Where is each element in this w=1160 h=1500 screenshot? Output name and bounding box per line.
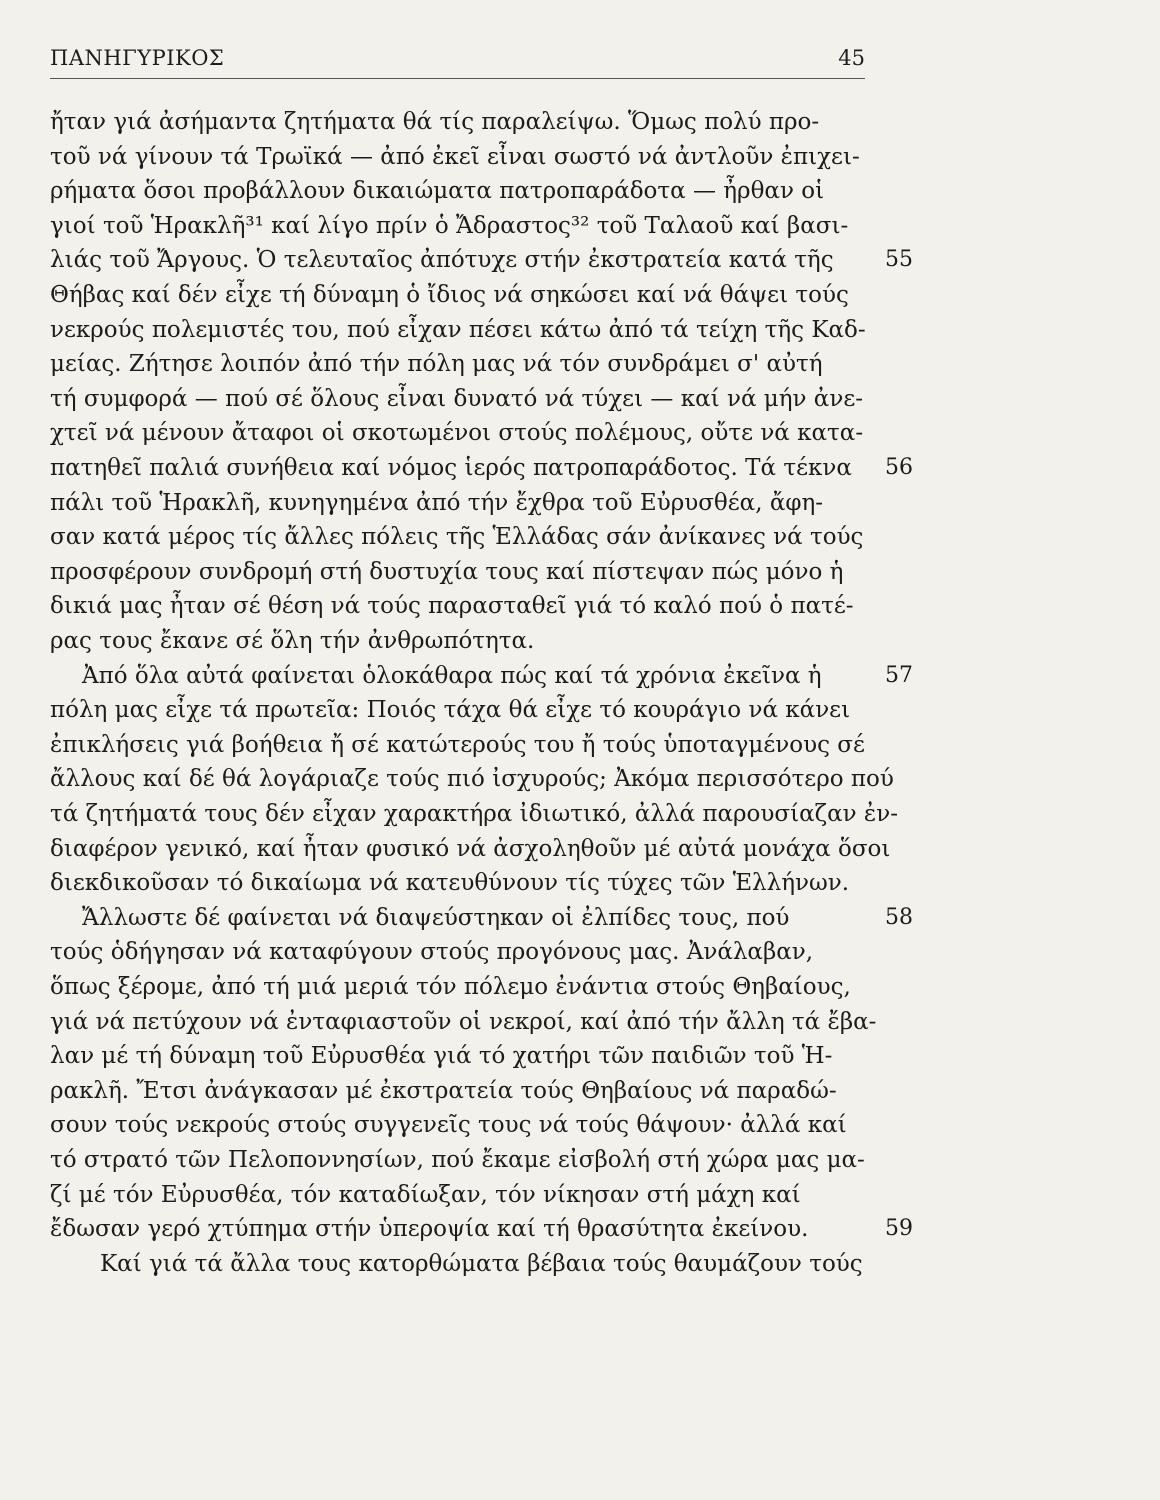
text-line: τή συμφορά — πού σέ ὅλους εἶναι δυνατό νά τύχει — καί νά μήν ἀνε- [50, 386, 864, 412]
text-line: διεκδικοῦσαν τό δικαίωμα νά κατευθύνουν τίς τύχες τῶν Ἑλλήνων. [50, 870, 850, 896]
text-line: σουν τούς νεκρούς στούς συγγενεῖς τους νά τούς θάψουν· ἀλλά καί [50, 1112, 847, 1138]
text-line: Ἀπό ὅλα αὐτά φαίνεται ὁλοκάθαρα πώς καί τά χρόνια ἐκεῖνα ἡ [82, 663, 822, 689]
text-line: ἤταν γιά ἀσήμαντα ζητήματα θά τίς παραλείψω. Ὅμως πολύ προ- [50, 109, 820, 135]
margin-section-number: 59 [885, 1216, 913, 1241]
text-line: πόλη μας εἶχε τά πρωτεῖα: Ποιός τάχα θά εἶχε τό κουράγιο νά κάνει [50, 697, 851, 723]
text-line: δικιά μας ἦταν σέ θέση νά τούς παρασταθεῖ γιά τό καλό πού ὁ πατέ- [50, 593, 854, 619]
text-line: νεκρούς πολεμιστές του, πού εἶχαν πέσει κάτω ἀπό τά τείχη τῆς Καδ- [50, 317, 866, 343]
text-line: ρακλῆ. Ἔτσι ἀνάγκασαν μέ ἐκστρατεία τούς Θηβαίους νά παραδώ- [50, 1078, 837, 1104]
text-line: ἐπικλήσεις γιά βοήθεια ἤ σέ κατώτερούς του ἤ τούς ὑποταγμένους σέ [50, 732, 865, 758]
margin-section-number: 57 [885, 663, 913, 688]
text-line: πατηθεῖ παλιά συνήθεια καί νόμος ἱερός πατροπαράδοτος. Τά τέκνα [50, 455, 852, 481]
header-rule [50, 78, 865, 79]
text-line: ὅπως ξέρομε, ἀπό τή μιά μεριά τόν πόλεμο ἐνάντια στούς Θηβαίους, [50, 974, 851, 1000]
text-line: ἄλλους καί δέ θά λογάριαζε τούς πιό ἰσχυρούς; Ἀκόμα περισσότερο πού [50, 766, 894, 792]
page-number: 45 [838, 46, 865, 70]
text-line: πάλι τοῦ Ἡρακλῆ, κυνηγημένα ἀπό τήν ἔχθρα τοῦ Εὐρυσθέα, ἄφη- [50, 490, 824, 516]
text-line: Καί γιά τά ἄλλα τους κατορθώματα βέβαια τούς θαυμάζουν τούς [100, 1251, 863, 1277]
text-line: τά ζητήματά τους δέν εἶχαν χαρακτήρα ἰδιωτικό, ἀλλά παρουσίαζαν ἐν- [50, 801, 899, 827]
text-line: τό στρατό τῶν Πελοποννησίων, πού ἔκαμε εἰσβολή στή χώρα μας μα- [50, 1147, 865, 1173]
text-line: ζί μέ τόν Εὐρυσθέα, τόν καταδίωξαν, τόν νίκησαν στή μάχη καί [50, 1182, 801, 1208]
text-line: ἔδωσαν γερό χτύπημα στήν ὑπεροψία καί τή θρασύτητα ἐκείνου. [50, 1216, 809, 1242]
text-line: τοῦ νά γίνουν τά Τρωϊκά — ἀπό ἐκεῖ εἶναι σωστό νά ἀντλοῦν ἐπιχει- [50, 144, 860, 170]
text-line: τούς ὁδήγησαν νά καταφύγουν στούς προγόνους μας. Ἀνάλαβαν, [50, 939, 814, 965]
text-line: μείας. Ζήτησε λοιπόν ἀπό τήν πόλη μας νά τόν συνδράμει σ' αὐτή [50, 351, 823, 377]
text-line: ρας τους ἔκανε σέ ὅλη τήν ἀνθρωπότητα. [50, 628, 535, 654]
text-line: λιάς τοῦ Ἄργους. Ὁ τελευταῖος ἀπότυχε στήν ἐκστρατεία κατά τῆς [50, 247, 834, 273]
text-line: Θήβας καί δέν εἶχε τή δύναμη ὁ ἴδιος νά σηκώσει καί νά θάψει τούς [50, 282, 849, 308]
text-line: Ἄλλωστε δέ φαίνεται νά διαψεύστηκαν οἱ ἐλπίδες τους, πού [82, 905, 790, 931]
running-title: ΠΑΝΗΓΥΡΙΚΟΣ [50, 46, 225, 70]
text-line: σαν κατά μέρος τίς ἄλλες πόλεις τῆς Ἑλλάδας σάν ἀνίκανες νά τούς [50, 524, 864, 550]
text-line: προσφέρουν συνδρομή στή δυστυχία τους καί πίστεψαν πώς μόνο ἡ [50, 559, 844, 585]
text-line: ρήματα ὅσοι προβάλλουν δικαιώματα πατροπαράδοτα — ἦρθαν οἱ [50, 178, 825, 204]
margin-section-number: 58 [885, 905, 913, 930]
text-line: γιά νά πετύχουν νά ἐνταφιαστοῦν οἱ νεκροί, καί ἀπό τήν ἄλλη τά ἔβα- [50, 1009, 877, 1035]
text-line: διαφέρον γενικό, καί ἦταν φυσικό νά ἀσχοληθοῦν μέ αὐτά μονάχα ὅσοι [50, 836, 891, 862]
text-line: χτεῖ νά μένουν ἄταφοι οἱ σκοτωμένοι στούς πολέμους, οὔτε νά κατα- [50, 420, 864, 446]
text-line: γιοί τοῦ Ἡρακλῆ³¹ καί λίγο πρίν ὁ Ἄδραστος³² τοῦ Ταλαοῦ καί βασι- [50, 213, 849, 239]
text-line: λαν μέ τή δύναμη τοῦ Εὐρυσθέα γιά τό χατήρι τῶν παιδιῶν τοῦ Ἡ- [50, 1043, 833, 1069]
margin-section-number: 55 [885, 247, 913, 272]
margin-section-number: 56 [885, 455, 913, 480]
running-head [50, 42, 865, 82]
